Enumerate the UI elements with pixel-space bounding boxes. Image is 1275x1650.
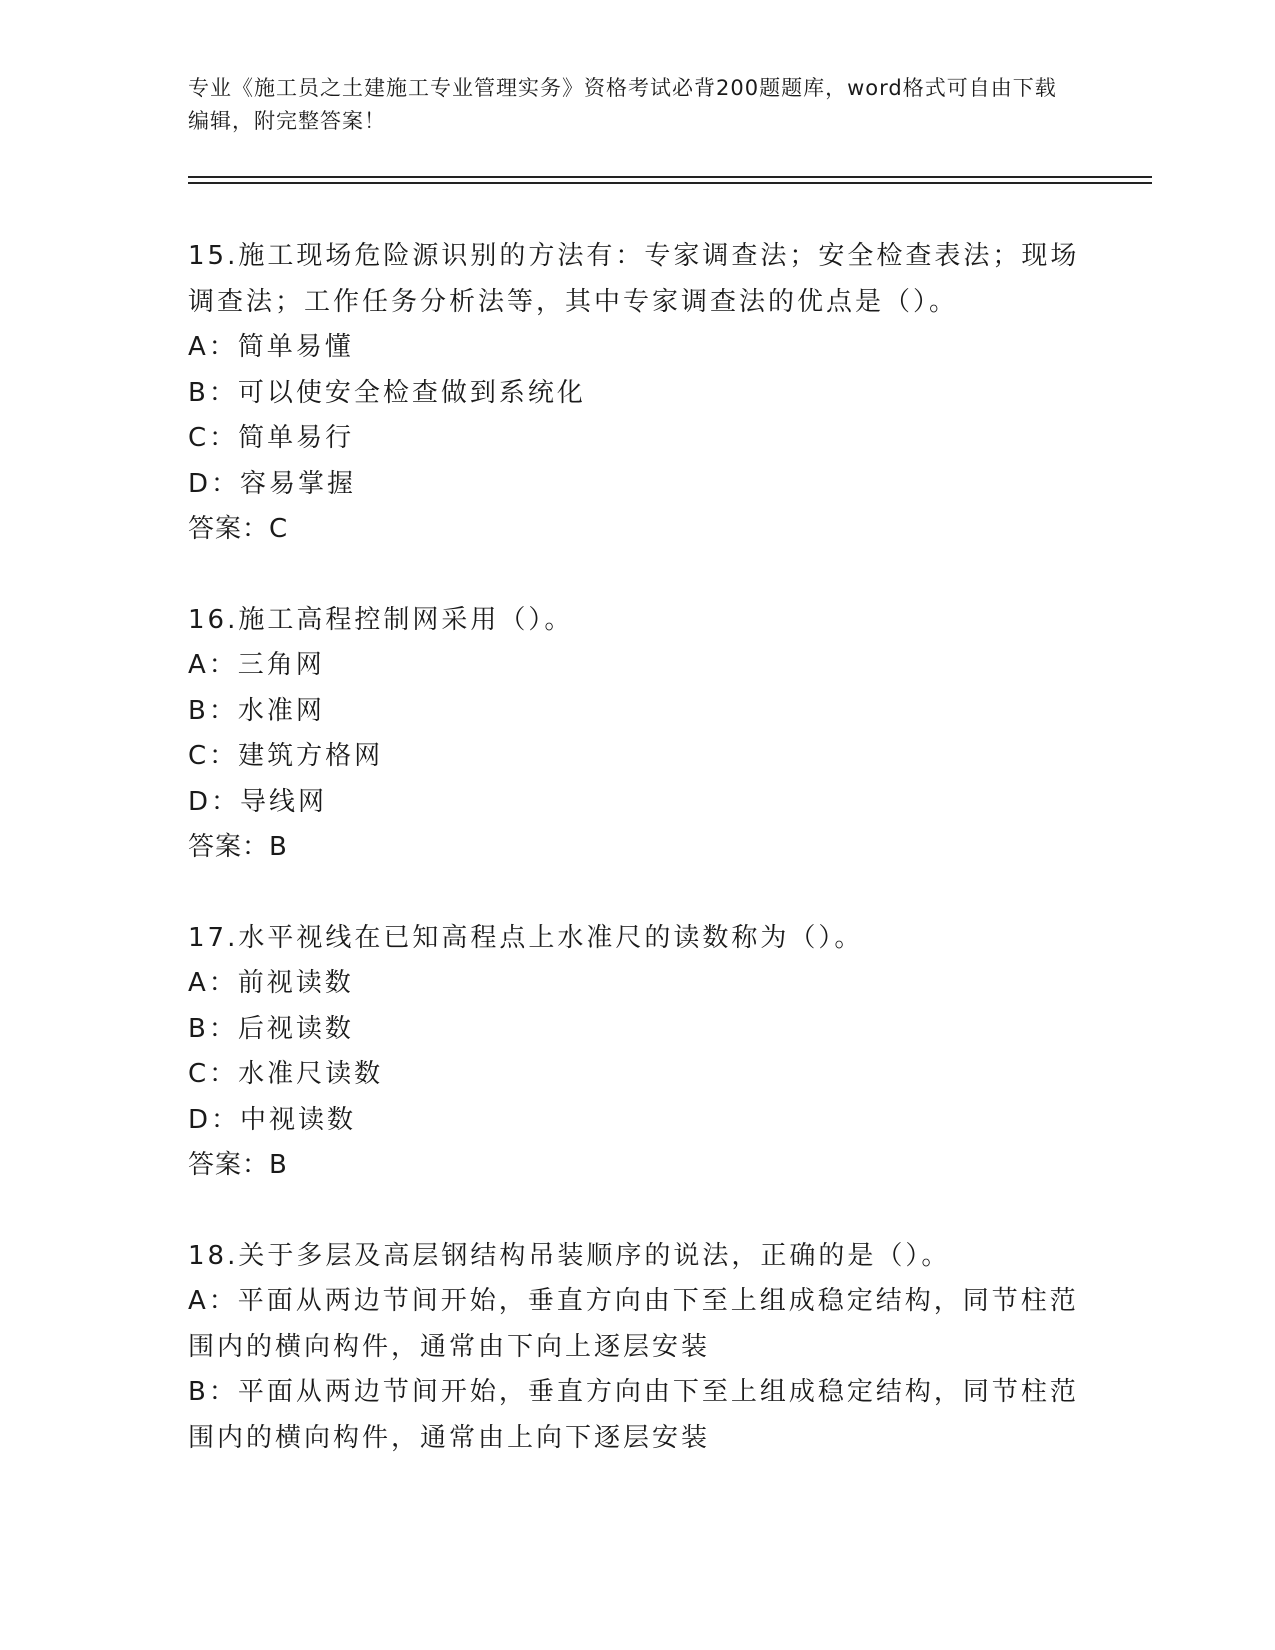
question-stem: 15.施工现场危险源识别的方法有：专家调查法；安全检查表法；现场调查法；工作任务分析法等，其中专家调查法的优点是（）。 (188, 241, 1080, 317)
option-a: A：前视读数 (188, 968, 354, 998)
question-stem: 17.水平视线在已知高程点上水准尺的读数称为（）。 (188, 922, 864, 953)
option-c: C：水准尺读数 (188, 1059, 384, 1089)
header-divider-bottom (188, 182, 1152, 184)
option-b: B：平面从两边节间开始，垂直方向由下至上组成稳定结构，同节柱范围内的横向构件，通常由上向下逐层安装 (188, 1377, 1079, 1453)
question-list (188, 234, 1088, 1506)
document-header: 专业《施工员之土建施工专业管理实务》资格考试必背200题题库，word格式可自由下载编辑，附完整答案！ (188, 76, 1057, 133)
question-stem: 16.施工高程控制网采用（）。 (188, 604, 574, 635)
answer: 答案：B (188, 1150, 288, 1180)
question-15 (188, 234, 1088, 553)
option-c: C：简单易行 (188, 423, 355, 453)
option-a: A：平面从两边节间开始，垂直方向由下至上组成稳定结构，同节柱范围内的横向构件，通常由下向上逐层安装 (188, 1286, 1079, 1362)
question-16 (188, 598, 1088, 871)
question-18 (188, 1234, 1088, 1462)
header-divider-top (188, 176, 1152, 178)
option-a: A：三角网 (188, 650, 325, 680)
answer: 答案：B (188, 832, 288, 862)
question-stem: 18.关于多层及高层钢结构吊装顺序的说法，正确的是（）。 (188, 1240, 951, 1271)
option-a: A：简单易懂 (188, 332, 354, 362)
answer: 答案：C (188, 514, 289, 544)
option-b: B：后视读数 (188, 1013, 354, 1044)
option-b: B：水准网 (188, 695, 325, 726)
option-b: B：可以使安全检查做到系统化 (188, 377, 586, 408)
option-d: D：中视读数 (188, 1104, 357, 1135)
option-d: D：导线网 (188, 786, 328, 817)
option-c: C：建筑方格网 (188, 741, 384, 771)
option-d: D：容易掌握 (188, 468, 357, 499)
question-17 (188, 916, 1088, 1189)
